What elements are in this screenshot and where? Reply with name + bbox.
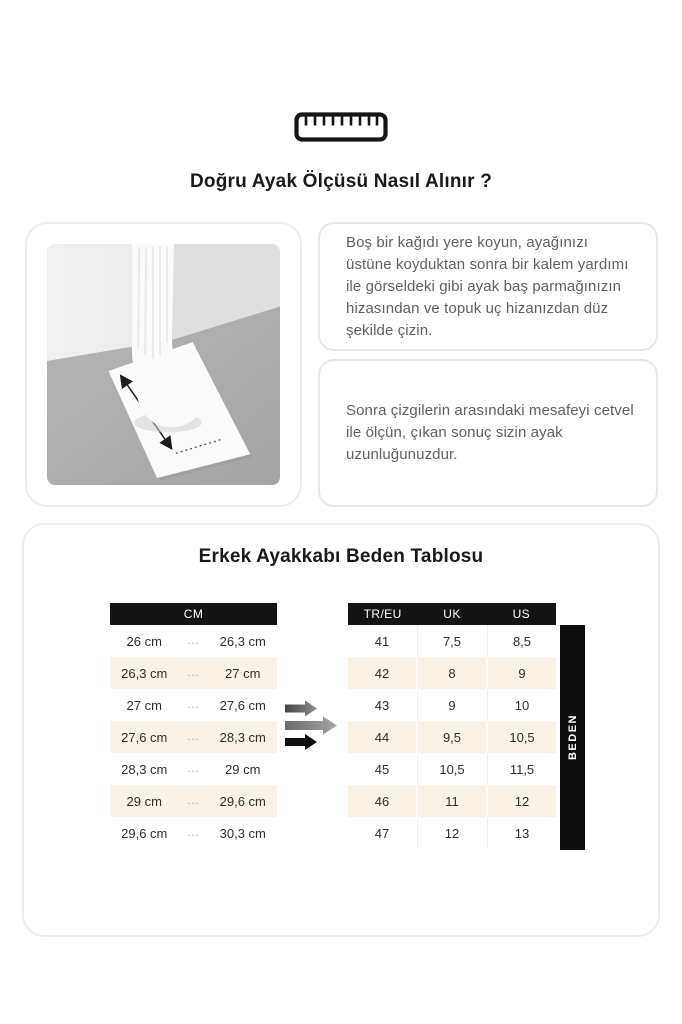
range-dots: ... <box>187 635 200 647</box>
cm-to: 27 cm <box>225 665 261 681</box>
cm-to: 29 cm <box>225 761 261 777</box>
table-row <box>110 657 277 689</box>
col-header-uk: UK <box>443 607 461 621</box>
size-us: 11,5 <box>488 753 556 785</box>
step-card-1 <box>318 222 658 351</box>
size-uk: 7,5 <box>418 625 486 657</box>
size-uk: 9,5 <box>418 721 486 753</box>
foot-measurement-photo-card <box>25 222 302 507</box>
size-tr-eu: 47 <box>348 817 416 849</box>
arrow-long-gray <box>285 717 337 735</box>
table-row <box>348 657 556 689</box>
beden-label: BEDEN <box>566 714 579 761</box>
col-header-us: US <box>512 607 531 621</box>
range-dots: ... <box>187 763 200 775</box>
size-tr-eu: 45 <box>348 753 416 785</box>
cm-to: 26,3 cm <box>219 633 266 649</box>
size-us: 10 <box>488 689 556 721</box>
foot-measurement-photo <box>47 244 280 485</box>
cm-from: 27 cm <box>126 697 162 713</box>
table-row <box>110 689 277 721</box>
cm-table <box>110 603 277 849</box>
cm-from: 29,6 cm <box>121 825 168 841</box>
size-tables <box>24 603 658 850</box>
beden-side-bar <box>560 625 585 850</box>
col-header-tr-eu: TR/EU <box>363 607 402 621</box>
table-row <box>348 721 556 753</box>
cm-table-header: CM <box>110 603 277 625</box>
size-tr-eu: 46 <box>348 785 416 817</box>
table-row <box>110 721 277 753</box>
table-row <box>110 817 277 849</box>
step-card-2 <box>318 359 658 507</box>
arrow-short-black <box>285 734 317 750</box>
size-us: 9 <box>488 657 556 689</box>
cm-from: 26,3 cm <box>121 665 168 681</box>
size-us: 13 <box>488 817 556 849</box>
page-title: Doğru Ayak Ölçüsü Nasıl Alınır ? <box>189 171 492 192</box>
instruction-section <box>25 222 658 507</box>
conversion-arrows <box>277 603 348 750</box>
size-table <box>348 603 556 849</box>
cm-from: 28,3 cm <box>121 761 168 777</box>
table-row <box>348 817 556 849</box>
cm-from: 27,6 cm <box>121 729 168 745</box>
size-uk: 9 <box>418 689 486 721</box>
cm-to: 30,3 cm <box>219 825 266 841</box>
size-us: 10,5 <box>488 721 556 753</box>
instruction-steps <box>318 222 658 507</box>
ruler-icon <box>294 112 388 147</box>
size-uk: 10,5 <box>418 753 486 785</box>
table-row <box>110 625 277 657</box>
size-tr-eu: 42 <box>348 657 416 689</box>
size-tr-eu: 44 <box>348 721 416 753</box>
cm-to: 27,6 cm <box>219 697 266 713</box>
cm-from: 29 cm <box>126 793 162 809</box>
range-dots: ... <box>187 667 200 679</box>
size-uk: 12 <box>418 817 486 849</box>
ruler-icon-svg <box>294 112 388 142</box>
arrow-short-gray <box>285 701 317 717</box>
table-row <box>348 753 556 785</box>
size-tr-eu: 43 <box>348 689 416 721</box>
arrows-icon <box>285 698 341 750</box>
size-table-header <box>348 603 556 625</box>
table-row <box>110 753 277 785</box>
table-row <box>348 785 556 817</box>
size-chart-card <box>22 523 660 937</box>
cm-to: 28,3 cm <box>219 729 266 745</box>
size-chart-title: Erkek Ayakkabı Beden Tablosu <box>198 546 484 567</box>
step-2-text: Sonra çizgilerin arasındaki mesafeyi cetvel ile ölçün, çıkan sonuç sizin ayak uzunluğunuzdur. <box>346 402 634 463</box>
size-tr-eu: 41 <box>348 625 416 657</box>
table-row <box>348 625 556 657</box>
cm-to: 29,6 cm <box>219 793 266 809</box>
table-row <box>110 785 277 817</box>
size-us: 8,5 <box>488 625 556 657</box>
range-dots: ... <box>187 827 200 839</box>
range-dots: ... <box>187 699 200 711</box>
range-dots: ... <box>187 731 200 743</box>
range-dots: ... <box>187 795 200 807</box>
table-row <box>348 689 556 721</box>
size-uk: 8 <box>418 657 486 689</box>
cm-from: 26 cm <box>126 633 162 649</box>
step-1-text: Boş bir kağıdı yere koyun, ayağınızı üstüne koyduktan sonra bir kalem yardımı ile görseldeki gibi ayak baş parmağınızın hizasından ve topuk uç hizanızdan düz şekilde çizin. <box>346 233 629 339</box>
size-us: 12 <box>488 785 556 817</box>
size-uk: 11 <box>418 785 486 817</box>
